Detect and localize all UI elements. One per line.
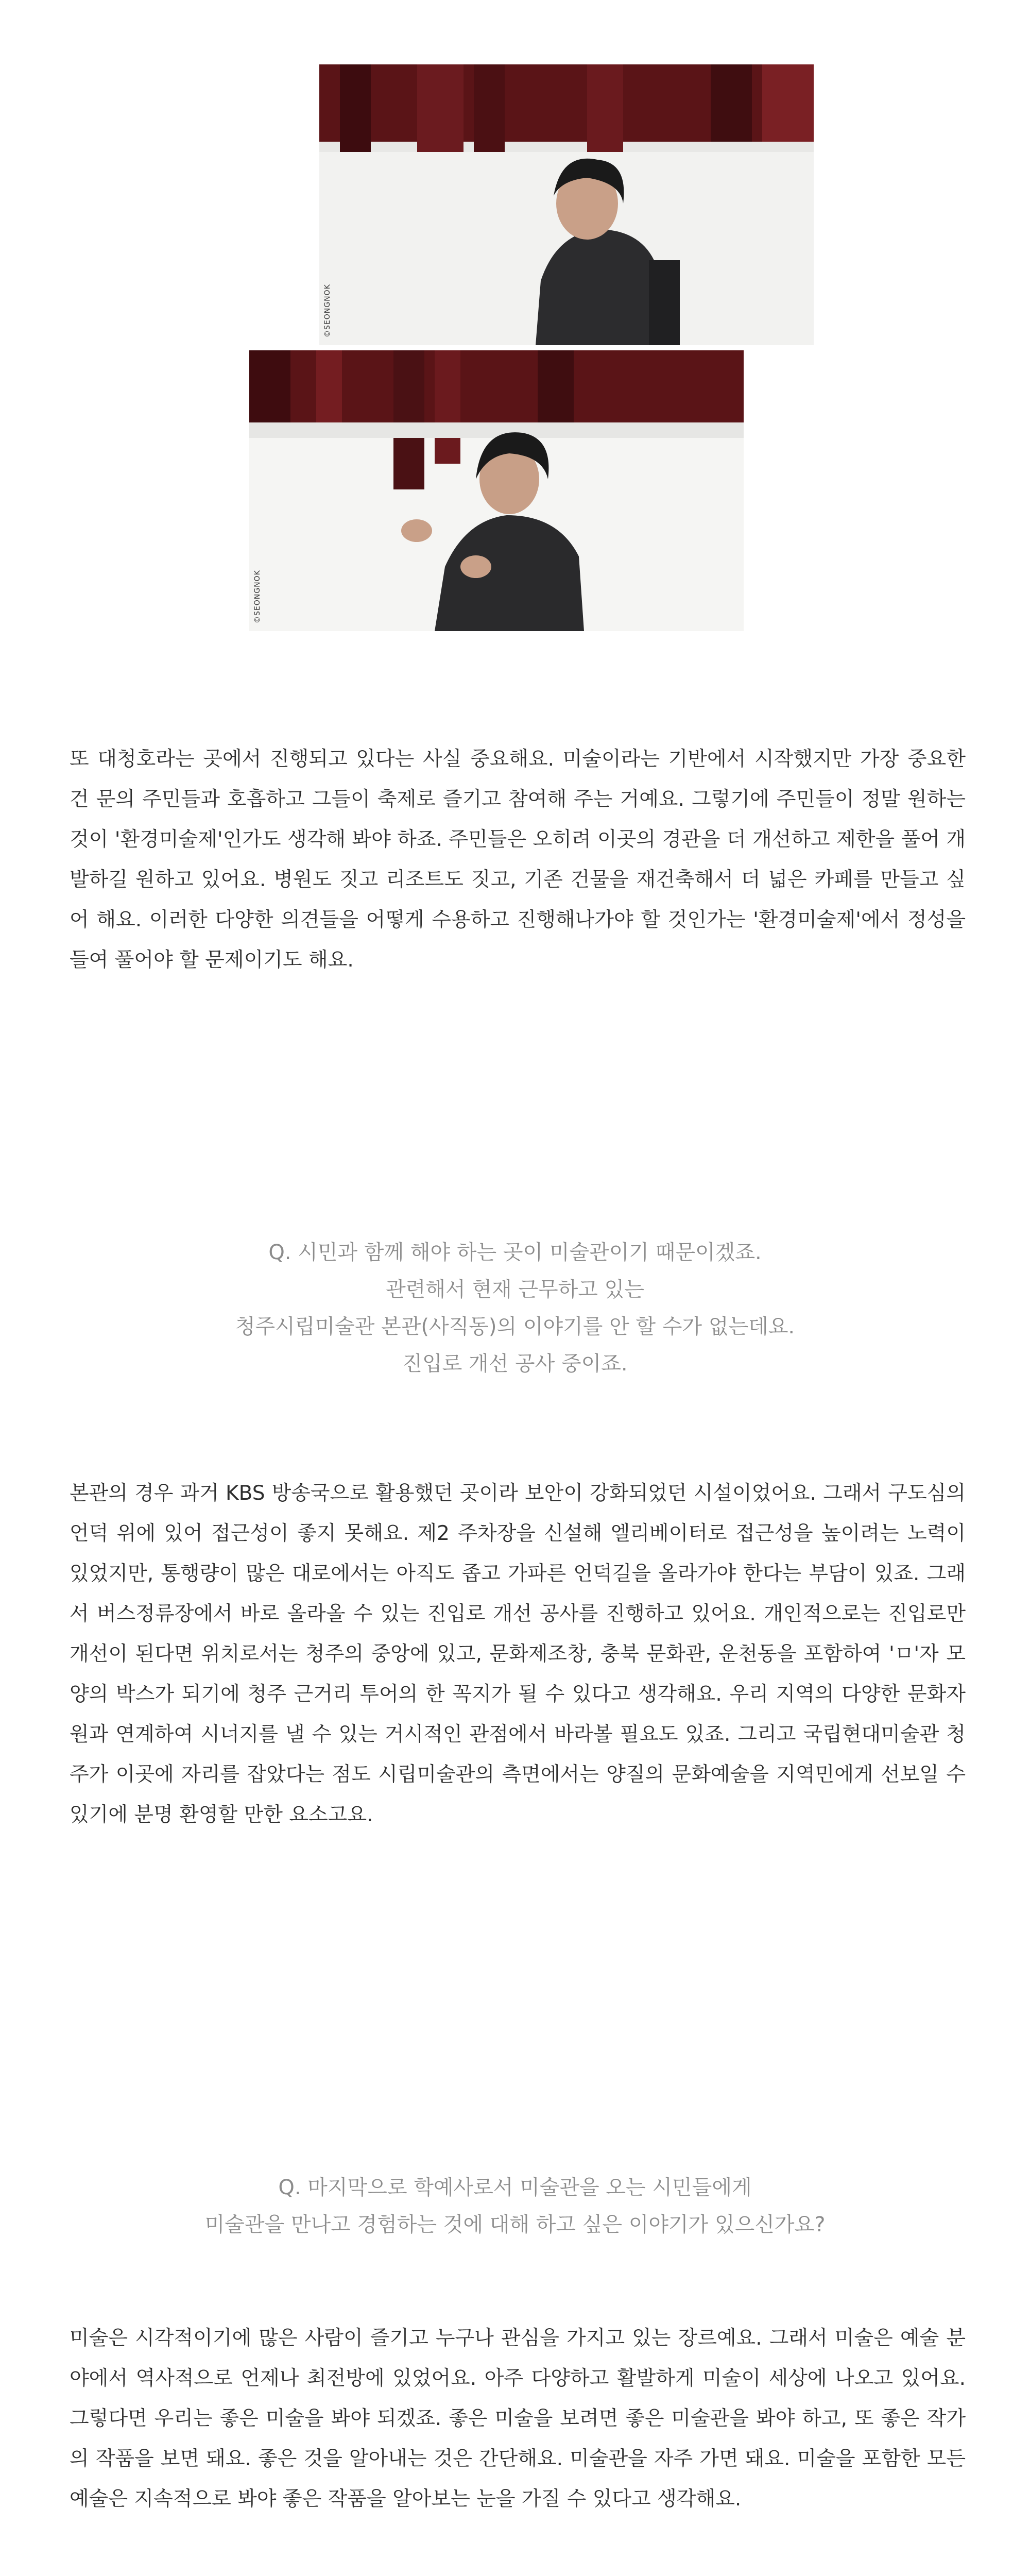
question-1-line-1: Q. 시민과 함께 해야 하는 곳이 미술관이기 때문이겠죠. bbox=[268, 1241, 762, 1264]
question-1-line-3: 청주시립미술관 본관(사직동)의 이야기를 안 할 수가 없는데요. bbox=[235, 1315, 795, 1338]
photo-credit-1: ©SEONGNOK bbox=[323, 284, 332, 337]
interview-photo-1-image bbox=[319, 64, 814, 345]
body-paragraph-2: 본관의 경우 과거 KBS 방송국으로 활용했던 곳이라 보안이 강화되었던 시설이었어요. 그래서 구도심의 언덕 위에 있어 접근성이 좋지 못해요. 제2 주차장을 신설해 엘리베이터로 접근성을 높이려는 노력이 있었지만, 통행량이 많은 대로에서는 아직도 좁고 가파른 언덕길을 올라가야 한다는 부담이 있죠. 그래서 버스정류장에서 바로 올라올 수 있는 진입로 개선 공사를 진행하고 있어요. 개인적으로는 진입로만 개선이 된다면 위치로서는 청주의 중앙에 있고, 문화제조창, 충북 문화관, 운천동을 포함하여 'ㅁ'자 모양의 박스가 되기에 청주 근거리 투어의 한 꼭지가 될 수 있다고 생각해요. 우리 지역의 다양한 문화자원과 연계하여 시너지를 낼 수 있는 거시적인 관점에서 바라볼 필요도 있죠. 그리고 국립현대미술관 청주가 이곳에 자리를 잡았다는 점도 시립미술관의 측면에서는 양질의 문화예술을 지역민에게 선보일 수 있기에 분명 환영할 만한 요소고요. bbox=[70, 1482, 966, 1826]
interview-question-2 bbox=[0, 2169, 1030, 2243]
interview-question-1 bbox=[0, 1234, 1030, 1382]
question-2-line-1: Q. 마지막으로 학예사로서 미술관을 오는 시민들에게 bbox=[278, 2176, 752, 2199]
photo-credit-2: ©SEONGNOK bbox=[253, 570, 262, 623]
body-paragraph-1: 또 대청호라는 곳에서 진행되고 있다는 사실 중요해요. 미술이라는 기반에서 시작했지만 가장 중요한 건 문의 주민들과 호흡하고 그들이 축제로 즐기고 참여해 주는 거예요. 그렇기에 주민들이 정말 원하는 것이 '환경미술제'인가도 생각해 봐야 하죠. 주민들은 오히려 이곳의 경관을 더 개선하고 제한을 풀어 개발하길 원하고 있어요. 병원도 짓고 리조트도 짓고, 기존 건물을 재건축해서 더 넓은 카페를 만들고 싶어 해요. 이러한 다양한 의견들을 어떻게 수용하고 진행해나가야 할 것인가는 '환경미술제'에서 정성을 들여 풀어야 할 문제이기도 해요. bbox=[70, 748, 966, 972]
interview-photo-1 bbox=[319, 64, 814, 345]
interview-photo-2 bbox=[249, 350, 744, 631]
interview-photo-2-image bbox=[249, 350, 744, 631]
question-1-line-4: 진입로 개선 공사 중이죠. bbox=[402, 1352, 628, 1376]
question-2-line-2: 미술관을 만나고 경험하는 것에 대해 하고 싶은 이야기가 있으신가요? bbox=[204, 2213, 826, 2236]
body-paragraph-3: 미술은 시각적이기에 많은 사람이 즐기고 누구나 관심을 가지고 있는 장르예요. 그래서 미술은 예술 분야에서 역사적으로 언제나 최전방에 있었어요. 아주 다양하고 활발하게 미술이 세상에 나오고 있어요. 그렇다면 우리는 좋은 미술을 봐야 되겠죠. 좋은 미술을 보려면 좋은 미술관을 봐야 하고, 또 좋은 작가의 작품을 보면 돼요. 좋은 것을 알아내는 것은 간단해요. 미술관을 자주 가면 돼요. 미술을 포함한 모든 예술은 지속적으로 봐야 좋은 작품을 알아보는 눈을 가질 수 있다고 생각해요. bbox=[70, 2327, 966, 2511]
question-1-line-2: 관련해서 현재 근무하고 있는 bbox=[386, 1278, 644, 1301]
